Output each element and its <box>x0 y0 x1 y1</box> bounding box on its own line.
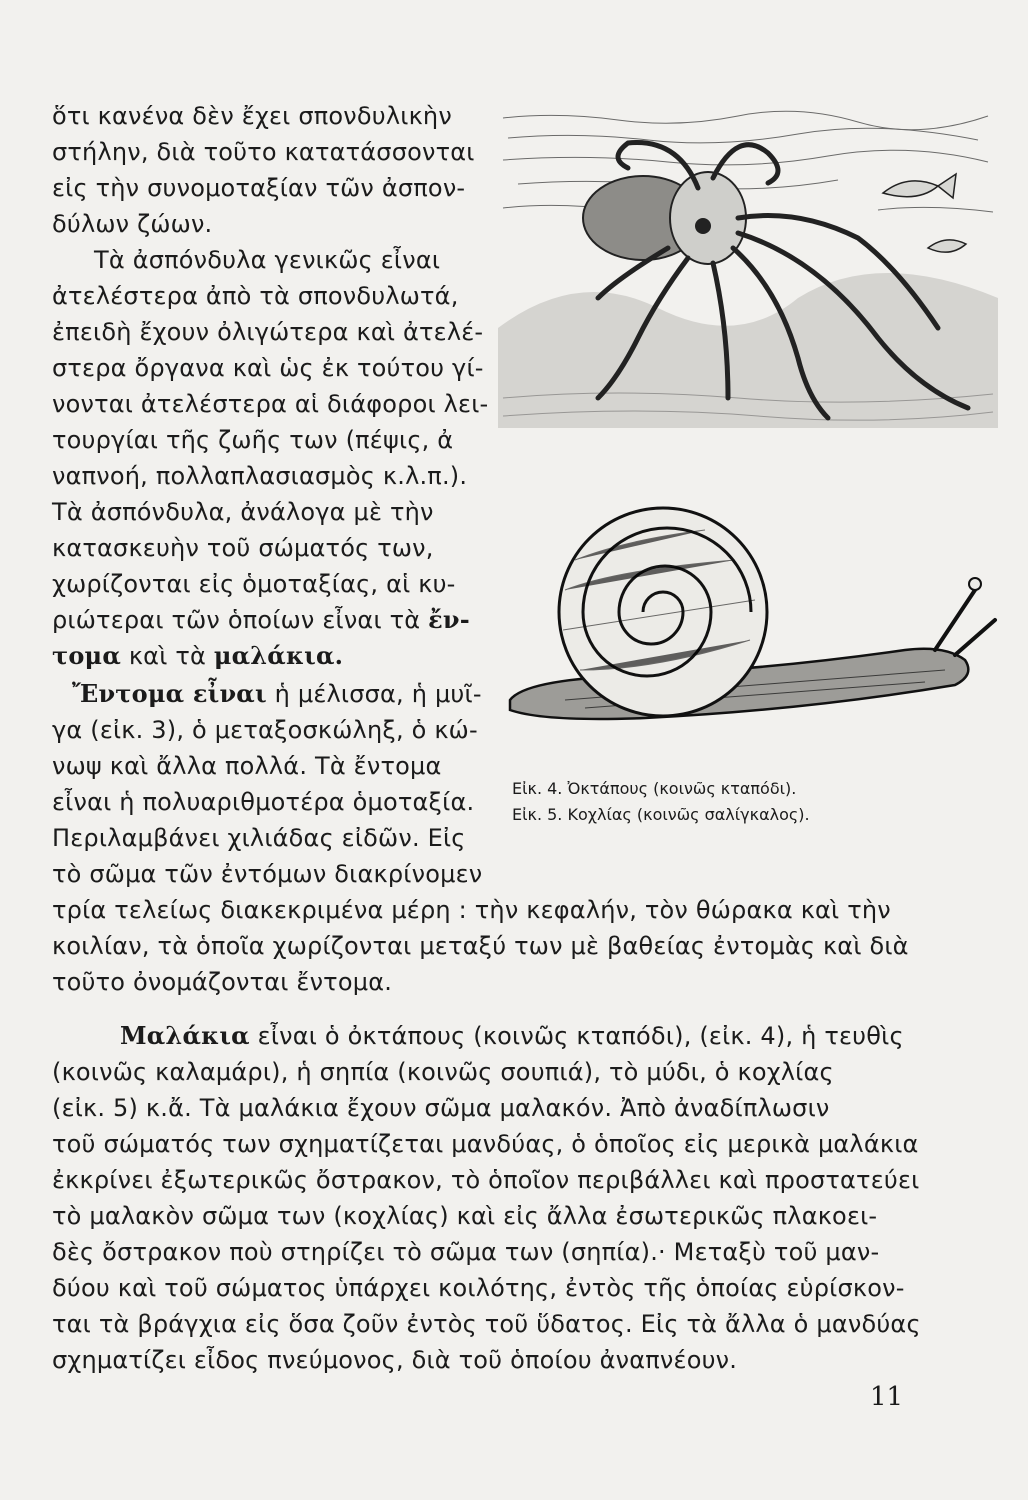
text-line: Μαλάκια εἶναι ὁ ὀκτάπους (κοινῶς κταπόδι), (εἰκ. 4), ἡ τευθὶς <box>120 1021 904 1050</box>
term-entoma: ἔν- <box>428 605 470 634</box>
text-line: δύλων ζώων. <box>52 210 213 238</box>
text-line: ἐκκρίνει ἐξωτερικῶς ὄστρακον, τὸ ὁποῖον περιβάλλει καὶ προστατεύει <box>52 1166 920 1194</box>
text-line: τοῦτο ὀνομάζονται ἔντομα. <box>52 968 393 996</box>
text-line: τρία τελείως διακεκριμένα μέρη : τὴν κεφαλήν, τὸν θώρακα καὶ τὴν <box>52 896 891 924</box>
text-line: εἶναι ἡ πολυαριθμοτέρα ὁμοταξία. <box>52 788 475 816</box>
text-line: Τὰ ἀσπόνδυλα γενικῶς εἶναι <box>94 246 441 274</box>
text-line: δὲς ὄστρακον ποὺ στηρίζει τὸ σῶμα των (σηπία).· Μεταξὺ τοῦ μαν- <box>52 1238 880 1266</box>
text-line: τομα καὶ τὰ μαλάκια. <box>52 641 344 670</box>
text-line: Περιλαμβάνει χιλιάδας εἰδῶν. Εἰς <box>52 824 466 852</box>
text-line: ἀτελέστερα ἀπὸ τὰ σπονδυλωτά, <box>52 282 459 310</box>
snail-illustration <box>505 500 1000 770</box>
text-line: ὅτι κανένα δὲν ἔχει σπονδυλικὴν <box>52 102 452 130</box>
text-line: τουργίαι τῆς ζωῆς των (πέψις, ἀ <box>52 426 454 454</box>
text-line: στερα ὄργανα καὶ ὡς ἐκ τούτου γί- <box>52 354 484 382</box>
term-malakia: μαλάκια. <box>213 641 344 670</box>
text-line: Τὰ ἀσπόνδυλα, ἀνάλογα μὲ τὴν <box>52 498 434 526</box>
octopus-illustration <box>498 98 998 428</box>
text-line: (εἰκ. 5) κ.ἄ. Τὰ μαλάκια ἔχουν σῶμα μαλακόν. Ἀπὸ ἀναδίπλωσιν <box>52 1094 830 1122</box>
text-line: τὸ μαλακὸν σῶμα των (κοχλίας) καὶ εἰς ἄλλα ἐσωτερικῶς πλακοει- <box>52 1202 878 1230</box>
text-line: (κοινῶς καλαμάρι), ἡ σηπία (κοινῶς σουπιά), τὸ μύδι, ὁ κοχλίας <box>52 1058 834 1086</box>
text-line: νωψ καὶ ἄλλα πολλά. Τὰ ἔντομα <box>52 752 442 780</box>
figure-caption: Εἰκ. 4. Ὀκτάπους (κοινῶς κταπόδι). <box>512 779 797 798</box>
text-line: εἰς τὴν συνομοταξίαν τῶν ἀσπον- <box>52 174 466 202</box>
text-line: τὸ σῶμα τῶν ἐντόμων διακρίνομεν <box>52 860 483 888</box>
text-line: Ἔντομα εἶναι ἡ μέλισσα, ἡ μυῖ- <box>72 679 482 708</box>
text-line: κατασκευὴν τοῦ σώματός των, <box>52 534 434 562</box>
text-line: γα (εἰκ. 3), ὁ μεταξοσκώληξ, ὁ κώ- <box>52 716 478 744</box>
text-line: στήλην, διὰ τοῦτο κατατάσσονται <box>52 138 475 166</box>
text-line: τοῦ σώματός των σχηματίζεται μανδύας, ὁ ὁποῖος εἰς μερικὰ μαλάκια <box>52 1130 919 1158</box>
section-heading-entoma: Ἔντομα εἶναι <box>72 679 267 708</box>
text-line: νονται ἀτελέστερα αἱ διάφοροι λει- <box>52 390 489 418</box>
page-number: 11 <box>870 1382 904 1412</box>
text-line: ἐπειδὴ ἔχουν ὀλιγώτερα καὶ ἀτελέ- <box>52 318 484 346</box>
section-heading-malakia: Μαλάκια <box>120 1021 250 1050</box>
text-line: δύου καὶ τοῦ σώματος ὑπάρχει κοιλότης, ἐντὸς τῆς ὁποίας εὑρίσκον- <box>52 1274 905 1302</box>
text-line: ριώτεραι τῶν ὁποίων εἶναι τὰ ἔν- <box>52 605 470 634</box>
text-line: κοιλίαν, τὰ ὁποῖα χωρίζονται μεταξύ των μὲ βαθείας ἐντομὰς καὶ διὰ <box>52 932 909 960</box>
text-line: σχηματίζει εἶδος πνεύμονος, διὰ τοῦ ὁποίου ἀναπνέουν. <box>52 1346 738 1374</box>
text-line: ται τὰ βράγχια εἰς ὅσα ζοῦν ἐντὸς τοῦ ὕδατος. Εἰς τὰ ἄλλα ὁ μανδύας <box>52 1310 921 1338</box>
figure-caption: Εἰκ. 5. Κοχλίας (κοινῶς σαλίγκαλος). <box>512 805 810 824</box>
text-line: ναπνοή, πολλαπλασιασμὸς κ.λ.π.). <box>52 462 468 490</box>
text-line: χωρίζονται εἰς ὁμοταξίας, αἱ κυ- <box>52 570 456 598</box>
